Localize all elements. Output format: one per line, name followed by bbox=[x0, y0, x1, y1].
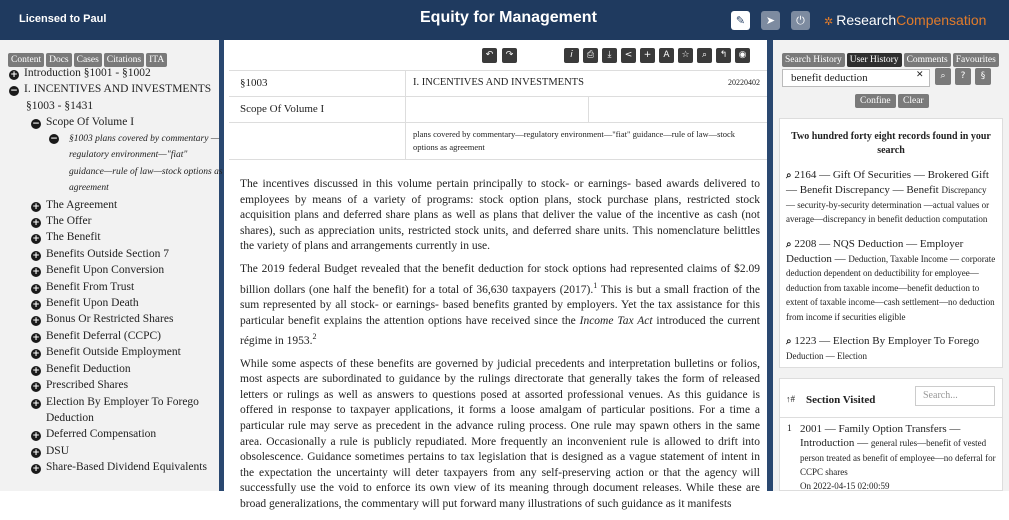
act-title: Income Tax Act bbox=[579, 314, 653, 327]
right-tab-bar bbox=[782, 49, 1001, 67]
document-panel bbox=[229, 40, 767, 510]
empty-cell bbox=[406, 97, 589, 122]
toc-label: Election By Employer To Forego Deduction bbox=[46, 395, 199, 424]
toc-label: Benefit Deduction bbox=[46, 362, 131, 375]
toc-label: Benefit From Trust bbox=[46, 280, 135, 293]
tab-favourites[interactable]: Favourites bbox=[953, 53, 999, 67]
tab-content[interactable]: Content bbox=[8, 53, 44, 67]
expand-icon[interactable]: + bbox=[32, 382, 40, 393]
toc-label: The Benefit bbox=[46, 231, 101, 244]
eye-icon[interactable]: ◉ bbox=[735, 48, 750, 63]
toc-item-deferral[interactable] bbox=[9, 328, 222, 344]
confine-button[interactable]: Confine bbox=[855, 94, 896, 108]
back-icon[interactable]: ↰ bbox=[716, 48, 731, 63]
result-title[interactable]: 2164 — Gift Of Securities — Brokered Gift — Benefit Discrepancy — Benefit bbox=[786, 169, 989, 196]
toc-item-benefit[interactable] bbox=[9, 229, 222, 245]
app-title: Equity for Management bbox=[420, 9, 597, 26]
tab-user-history[interactable]: User History bbox=[847, 53, 902, 67]
brand-gear-icon: ✲ bbox=[824, 15, 834, 28]
toc-item-outside-employment[interactable] bbox=[9, 344, 222, 360]
search-icon[interactable]: ⌕ bbox=[697, 48, 712, 63]
toc-item-offer[interactable] bbox=[9, 213, 222, 229]
result-item[interactable] bbox=[780, 334, 1002, 364]
toc-label: Bonus Or Restricted Shares bbox=[46, 313, 174, 326]
tab-ita[interactable]: ITA bbox=[146, 53, 167, 67]
document-body bbox=[240, 177, 760, 520]
search-result-icon: ⌕ bbox=[786, 238, 792, 250]
toc-item-election[interactable] bbox=[9, 394, 214, 427]
brand-logo[interactable] bbox=[824, 12, 986, 28]
expand-icon[interactable]: + bbox=[32, 300, 40, 311]
search-result-icon: ⌕ bbox=[786, 336, 792, 347]
chapter-title: I. INCENTIVES AND INVESTMENTS bbox=[413, 77, 584, 88]
paragraph-text: introduced the current régime in 1953. bbox=[240, 314, 760, 347]
visited-row[interactable] bbox=[780, 417, 1002, 493]
visited-date: On 2022-04-15 02:00:59 bbox=[800, 480, 890, 491]
paragraph-2 bbox=[240, 262, 760, 350]
toc-label: Benefit Upon Death bbox=[46, 297, 139, 310]
toc-item-agreement[interactable] bbox=[9, 197, 222, 213]
result-desc: Deduction — Election bbox=[786, 351, 867, 361]
expand-icon[interactable]: + bbox=[32, 431, 40, 442]
redo-icon[interactable]: ↷ bbox=[502, 48, 517, 63]
search-results bbox=[779, 118, 1003, 368]
doc-scope-row bbox=[229, 96, 767, 122]
expand-icon[interactable]: + bbox=[32, 283, 40, 294]
visited-content bbox=[800, 422, 996, 493]
toc-item-dividend[interactable] bbox=[9, 459, 222, 475]
toc-label: The Agreement bbox=[46, 198, 118, 211]
result-desc: Deduction, Taxable Income — corporate deduction dependent on deductibility for employee—deduction from taxable income—benefit deduction to extent of taxable income—cash settlement—no deduction from income if securities eligible bbox=[786, 253, 996, 322]
tab-comments[interactable]: Comments bbox=[904, 53, 951, 67]
clear-button[interactable]: Clear bbox=[898, 94, 929, 108]
search-input[interactable]: benefit deduction bbox=[782, 69, 930, 87]
visited-desc: general rules—benefit of vested person treated as benefit of employee—no deferral for CCPC shares bbox=[800, 438, 996, 477]
top-bar bbox=[0, 0, 1009, 40]
toc-item-dsu[interactable] bbox=[9, 443, 222, 459]
scope-cell bbox=[229, 97, 406, 122]
keywords-cell bbox=[406, 123, 767, 159]
expand-icon[interactable]: + bbox=[32, 250, 40, 261]
print-icon[interactable]: ⎙ bbox=[583, 48, 598, 63]
footnote-1[interactable]: 1 bbox=[593, 280, 598, 290]
expand-icon[interactable]: + bbox=[32, 398, 40, 409]
section-visited-title: Section Visited bbox=[806, 394, 876, 406]
add-icon[interactable]: + bbox=[640, 48, 655, 63]
brand-text: Research bbox=[836, 12, 897, 28]
search-panel bbox=[773, 40, 1009, 491]
header-cell-section bbox=[229, 71, 406, 96]
download-icon[interactable]: ⤓ bbox=[602, 48, 617, 63]
sort-icon[interactable]: ↑# bbox=[786, 394, 795, 404]
toc-label: Scope Of Volume I bbox=[46, 116, 135, 129]
expand-icon[interactable]: + bbox=[32, 234, 40, 245]
paragraph-1: The incentives discussed in this volume pertain principally to stock- or earnings- based awards delivered to employees by means of a variety of programs: stock option plans, stock purchase plans, restricted stock acquisition plans and deferred share plans as well as plans that deliver the value of the incentive as cash (not shares), such as appreciation units, restricted stock units, and deferred share units. This nomenclature belittles the variety of plans and arrangements currently in use. bbox=[240, 178, 760, 253]
doc-date: 20220402 bbox=[728, 78, 760, 87]
tab-docs[interactable]: Docs bbox=[46, 53, 72, 67]
info-icon[interactable]: i bbox=[564, 48, 579, 63]
toc-introduction[interactable] bbox=[9, 65, 222, 81]
expand-icon[interactable]: + bbox=[32, 267, 40, 278]
section-visited-panel bbox=[779, 378, 1003, 491]
expand-icon[interactable]: + bbox=[32, 316, 40, 327]
expand-icon[interactable]: + bbox=[10, 70, 18, 80]
share-icon[interactable]: < bbox=[621, 48, 636, 63]
font-size-icon[interactable]: A bbox=[659, 48, 674, 63]
empty-cell bbox=[229, 123, 406, 159]
toc-note-text: §1003 plans covered by commentary —regulatory environment—"fiat" guidance—rule of law—stock options as agreement bbox=[69, 133, 223, 194]
tab-search-history[interactable]: Search History bbox=[782, 53, 845, 67]
tab-cases[interactable]: Cases bbox=[74, 53, 102, 67]
undo-icon[interactable]: ↶ bbox=[482, 48, 497, 63]
license-label: Licensed to Paul bbox=[19, 13, 107, 25]
results-count: Two hundred forty eight records found in your search bbox=[791, 131, 991, 156]
tab-citations[interactable]: Citations bbox=[104, 53, 144, 67]
send-icon[interactable]: ➤ bbox=[761, 11, 780, 30]
toc-label: Prescribed Shares bbox=[46, 379, 129, 392]
expand-icon[interactable]: + bbox=[32, 218, 40, 229]
clear-search-icon[interactable]: ✕ bbox=[916, 70, 924, 80]
help-icon[interactable]: ? bbox=[955, 68, 971, 85]
toc-label: Benefits Outside Section 7 bbox=[46, 247, 169, 260]
toc-label: The Offer bbox=[46, 215, 92, 228]
section-number: §1003 bbox=[240, 77, 268, 89]
expand-icon[interactable]: + bbox=[32, 464, 40, 475]
toc-label: Introduction §1001 - §1002 bbox=[24, 67, 151, 79]
result-title[interactable]: 2208 — NQS Deduction — Employer Deduction — bbox=[786, 237, 964, 265]
result-item[interactable] bbox=[780, 168, 1002, 227]
collapse-icon[interactable]: − bbox=[50, 133, 58, 144]
power-icon[interactable]: ⏻ bbox=[791, 11, 810, 30]
brand-accent-text: Compensation bbox=[896, 12, 987, 28]
toc-item-deduction[interactable] bbox=[9, 361, 222, 377]
toc-item-prescribed[interactable] bbox=[9, 377, 222, 393]
expand-icon[interactable]: + bbox=[32, 349, 40, 360]
search-result-icon: ⌕ bbox=[786, 170, 792, 181]
visited-search-input[interactable]: Search... bbox=[915, 386, 995, 406]
toc-item-outside-s7[interactable] bbox=[9, 246, 222, 262]
search-icon[interactable]: ⌕ bbox=[935, 68, 951, 85]
table-of-contents-panel bbox=[0, 40, 224, 491]
toc-label: Deferred Compensation bbox=[46, 428, 157, 441]
expand-icon[interactable]: + bbox=[32, 332, 40, 343]
doc-keywords-row bbox=[229, 122, 767, 160]
toc-label: Benefit Deferral (CCPC) bbox=[46, 329, 161, 342]
toc-label: Benefit Upon Conversion bbox=[46, 264, 165, 277]
section-symbol-icon[interactable]: § bbox=[975, 68, 991, 85]
toc-item-death[interactable] bbox=[9, 295, 222, 311]
toc-item-deferred-comp[interactable] bbox=[9, 426, 222, 442]
visited-title[interactable]: 2001 — Family Option Transfers — Introduction — bbox=[800, 423, 961, 449]
expand-icon[interactable]: + bbox=[32, 201, 40, 212]
toc-label: Benefit Outside Employment bbox=[46, 346, 181, 359]
toc-tree bbox=[9, 65, 222, 476]
result-item[interactable] bbox=[780, 237, 1002, 325]
toc-range: §1003 - §1431 bbox=[26, 99, 94, 112]
toc-incentives[interactable] bbox=[9, 81, 222, 97]
collapse-icon[interactable]: − bbox=[10, 86, 18, 97]
paragraph-3: While some aspects of these benefits are governed by judicial precedents and interpretation bulletins or folios, most aspects are subordinated to guidance by the rulings directorate that generally takes the form of released letters or rulings as well as answers to questions posed at assorted professional venues. As this guidance is offered in response to taxpayer applications, it forms a loose amalgam of particular positions. For a time a particular rule may serve as precedent in the advance ruling process. One rule may spawn others in the same area. Occasionally a rule is publicly repudiated. More frequently an inconvenient rule is allowed to drift into obsolescence. Guidance sometimes pertains to tax legislation that is designed as a vague statement of intent in the expectation the uncertainty will deter taxpayers from any self-preserving action or that the agency will successfully use the void to enforce its own view of its meaning through document releases. While these are broad generalizations, the commentary will put forward many illustrations of such guidance as it manifests bbox=[240, 357, 760, 510]
document-toolbar bbox=[229, 40, 767, 70]
star-icon[interactable]: ☆ bbox=[678, 48, 693, 63]
toc-item-trust[interactable] bbox=[9, 279, 222, 295]
toc-item-conversion[interactable] bbox=[9, 262, 222, 278]
toc-scope[interactable] bbox=[9, 114, 222, 130]
toc-label: DSU bbox=[46, 444, 70, 457]
toc-item-bonus[interactable] bbox=[9, 311, 222, 327]
paragraph-text: The 2019 federal Budget revealed that the benefit deduction for stock options had represented claims of $2.09 billion dollars (one half the benefit) for a total of 36,630 taxpayers (2017). bbox=[240, 262, 760, 296]
scope-title: Scope Of Volume I bbox=[240, 103, 325, 115]
header-cell-chapter bbox=[406, 71, 767, 96]
doc-header-row bbox=[229, 70, 767, 96]
collapse-icon[interactable]: − bbox=[32, 119, 40, 130]
footnote-2[interactable]: 2 bbox=[312, 332, 317, 342]
expand-icon[interactable]: + bbox=[32, 365, 40, 376]
toc-scope-note[interactable] bbox=[9, 131, 222, 197]
row-number: 1 bbox=[787, 424, 792, 434]
paragraph-text: This is but a small fraction of the sum represented by all stock- or earnings- based benefits granted by employers. Yet the tax assistance for this particular benefit explains the attention options have received since the bbox=[240, 283, 760, 327]
toc-label: I. INCENTIVES AND INVESTMENTS bbox=[24, 83, 212, 96]
edit-icon[interactable]: ✎ bbox=[731, 11, 750, 30]
result-title[interactable]: 1223 — Election By Employer To Forego bbox=[794, 335, 980, 347]
expand-icon[interactable]: + bbox=[32, 447, 40, 458]
keywords-text: plans covered by commentary—regulatory environment—"fiat" guidance—rule of law—stock options as agreement bbox=[413, 129, 736, 152]
toc-label: Share-Based Dividend Equivalents bbox=[46, 461, 207, 474]
result-desc: Discrepancy — security-by-security determination —actual values or average—discrepancy in benefit deduction computation bbox=[786, 185, 990, 224]
